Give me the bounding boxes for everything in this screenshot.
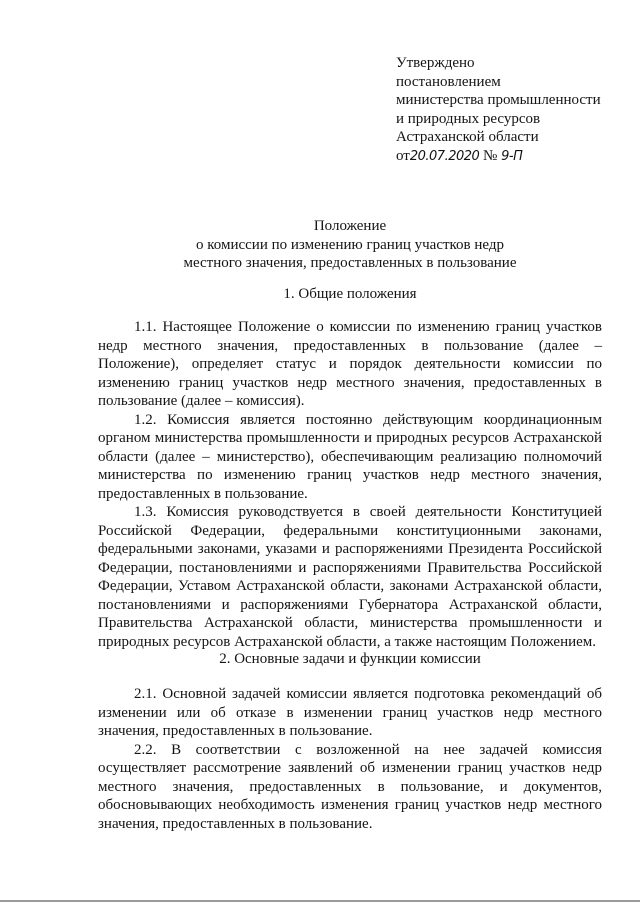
handwritten-number: 9-П: [501, 148, 523, 164]
scan-edge-line: [0, 900, 640, 902]
title-line-1: Положение: [313, 218, 387, 234]
approval-date-line: [396, 147, 626, 167]
handwritten-date: 20.07.2020: [409, 148, 480, 164]
section-1-heading: 1. Общие положения: [283, 286, 417, 302]
date-prefix: от: [396, 147, 410, 164]
approval-line-4: и природных ресурсов: [396, 110, 541, 127]
approval-line-5: Астраханской области: [396, 129, 539, 146]
approval-line-1: Утверждено: [396, 55, 475, 71]
paragraph-1-2: 1.2. Комиссия является постоянно действующим координационным органом министерства промышленности и природных ресурсов Астраханской области (далее – министерство), обеспечивающим реализацию полномочий министерства по изменению границ участков недр местного значения, предоставленных в пользование.: [98, 411, 602, 502]
paragraph-2-2: 2.2. В соответствии с возложенной на нее задачей комиссия осуществляет рассмотрение заявлений об изменении границ участков недр местного значения, предоставленных в пользование, и документов, обосновывающих необходимость изменения границ участков недр местного значения, предоставленных в пользование.: [98, 741, 602, 832]
paragraph-1-3: 1.3. Комиссия руководствуется в своей деятельности Конституцией Российской Федерации, федеральными конституционными законами, федеральными законами, указами и распоряжениями Президента Российской Федерации, постановлениями и распоряжениями Правительства Российской Федерации, Уставом Астраханской области, законами Астраханской области, постановлениями и распоряжениями Губернатора Астраханской области, Правительства Астраханской области, министерства промышленности и природных ресурсов Астраханской области, а также настоящим Положением.: [98, 504, 602, 650]
approval-line-3: министерства промышленности: [396, 92, 601, 109]
title-line-2: о комиссии по изменению границ участков недр: [195, 236, 505, 253]
document-title: [150, 217, 550, 273]
section-1-body: [98, 318, 602, 651]
section-2-body: [98, 685, 602, 833]
approval-stamp: [396, 54, 626, 167]
paragraph-1-1: 1.1. Настоящее Положение о комиссии по изменению границ участков недр местного значения, предоставленных в пользование (далее – Положение), определяет статус и порядок деятельности комиссии по изменению границ участков недр местного значения, предоставленных в пользование (далее – комиссия).: [98, 319, 602, 409]
approval-line-2: постановлением: [396, 73, 501, 90]
section-2-heading: 2. Основные задачи и функции комиссии: [219, 651, 481, 667]
paragraph-2-1: 2.1. Основной задачей комиссии является подготовка рекомендаций об изменении или об отказе в изменении границ участков недр местного значения, предоставленных в пользование.: [98, 686, 602, 739]
number-prefix: №: [483, 147, 498, 164]
title-line-3: местного значения, предоставленных в пользование: [183, 255, 517, 271]
